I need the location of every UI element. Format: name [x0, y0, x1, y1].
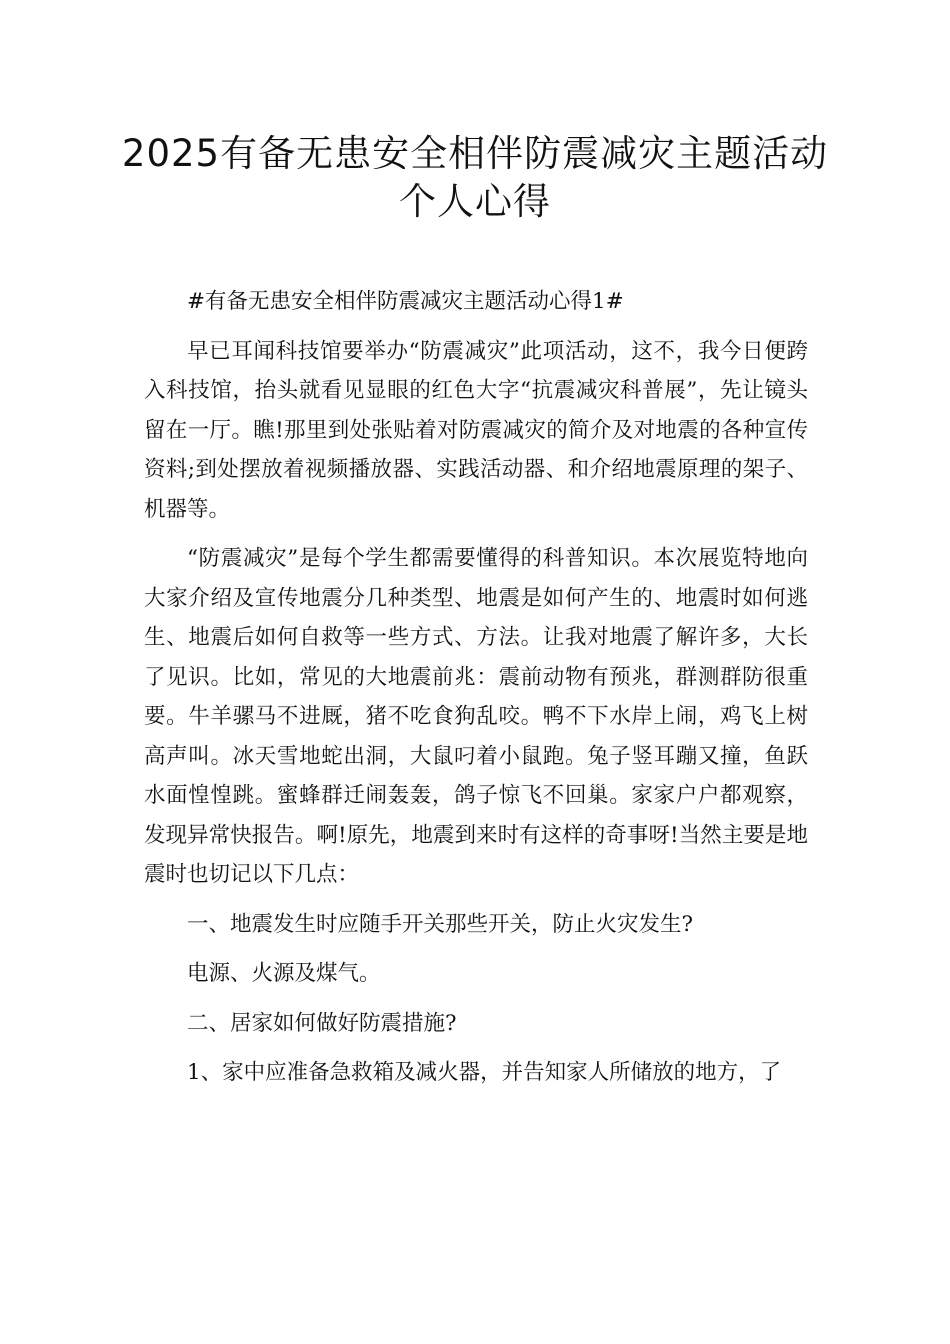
- section-heading: #有备无患安全相伴防震减灾主题活动心得1#: [187, 289, 624, 314]
- document-body: [144, 282, 808, 1103]
- document-title: 2025有备无患安全相伴防震减灾主题活动个人心得: [121, 132, 829, 223]
- paragraph: 早已耳闻科技馆要举办“防震减灾”此项活动，这不，我今日便跨入科技馆，抬头就看见显眼的红色大字“抗震减灾科普展”，先让镜头留在一厅。瞧!那里到处张贴着对防震减灾的简介及对地震的各种宣传资料;到处摆放着视频播放器、实践活动器、和介绍地震原理的架子、机器等。: [144, 338, 808, 522]
- list-item: 1、家中应准备急救箱及减火器，并告知家人所储放的地方，了: [187, 1060, 782, 1085]
- answer-line: 电源、火源及煤气。: [187, 961, 381, 986]
- question-heading: 一、地震发生时应随手开关那些开关，防止火灾发生?: [187, 911, 694, 937]
- question-heading: 二、居家如何做好防震措施?: [187, 1010, 457, 1036]
- paragraph: “防震减灾”是每个学生都需要懂得的科普知识。本次展览特地向大家介绍及宣传地震分几种类型、地震是如何产生的、地震时如何逃生、地震后如何自救等一些方式、方法。让我对地震了解许多，大长了见识。比如，常见的大地震前兆：震前动物有预兆，群测群防很重要。牛羊骡马不进厩，猪不吃食狗乱咬。鸭不下水岸上闹，鸡飞上树高声叫。冰天雪地蛇出洞，大鼠叼着小鼠跑。兔子竖耳蹦又撞，鱼跃水面惶惶跳。蜜蜂群迁闹轰轰，鸽子惊飞不回巢。家家户户都观察，发现异常快报告。啊!原先，地震到来时有这样的奇事呀!当然主要是地震时也切记以下几点：: [144, 546, 808, 887]
